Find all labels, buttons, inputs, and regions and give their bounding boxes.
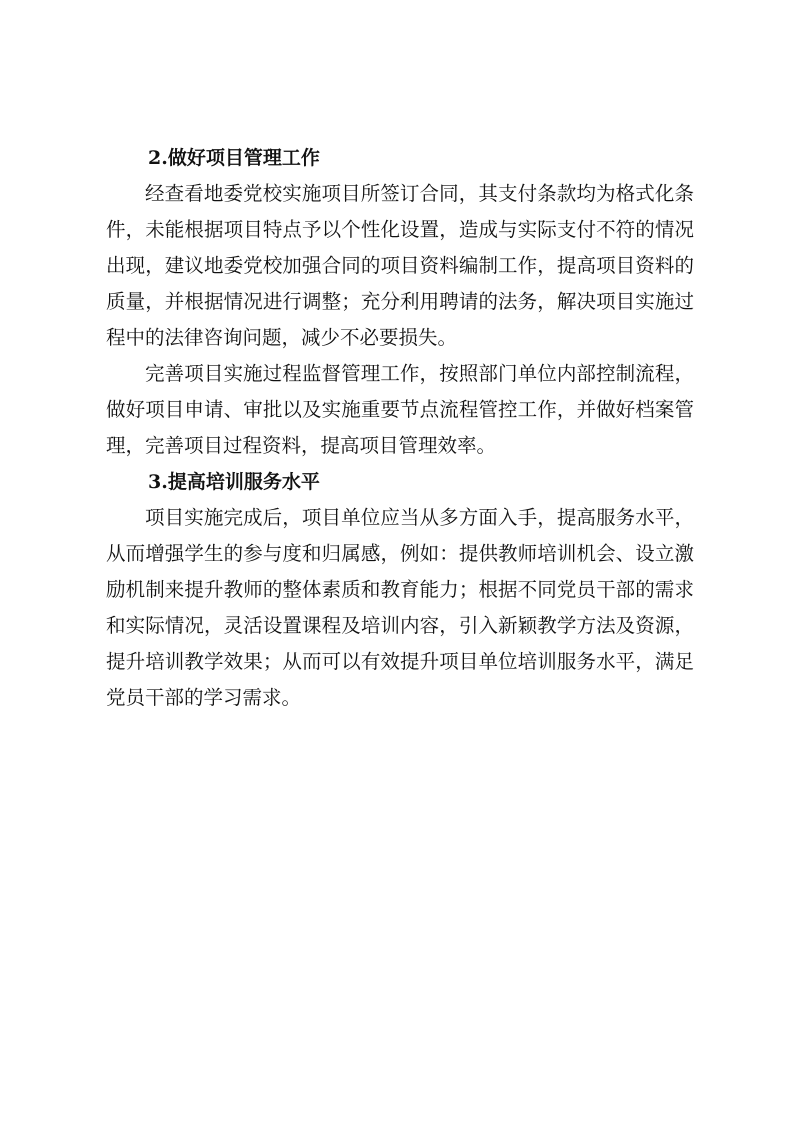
document-body bbox=[106, 140, 694, 716]
paragraph-service-level: 项目实施完成后，项目单位应当从多方面入手，提高服务水平，从而增强学生的参与度和归属感，例如：提供教师培训机会、设立激励机制来提升教师的整体素质和教育能力；根据不同党员干部的需求和实际情况，灵活设置课程及培训内容，引入新颖教学方法及资源，提升培训教学效果；从而可以有效提升项目单位培训服务水平，满足党员干部的学习需求。 bbox=[106, 506, 694, 709]
section-heading-project-management: 2.做好项目管理工作 bbox=[148, 147, 320, 169]
paragraph-process-supervision: 完善项目实施过程监督管理工作，按照部门单位内部控制流程，做好项目申请、审批以及实施重要节点流程管控工作，并做好档案管理，完善项目过程资料，提高项目管理效率。 bbox=[106, 362, 694, 457]
paragraph-contract-terms: 经查看地委党校实施项目所签订合同，其支付条款均为格式化条件，未能根据项目特点予以个性化设置，造成与实际支付不符的情况出现，建议地委党校加强合同的项目资料编制工作，提高项目资料的质量，并根据情况进行调整；充分利用聘请的法务，解决项目实施过程中的法律咨询问题，减少不必要损失。 bbox=[106, 182, 694, 349]
section-heading-training-service: 3.提高培训服务水平 bbox=[148, 471, 320, 493]
